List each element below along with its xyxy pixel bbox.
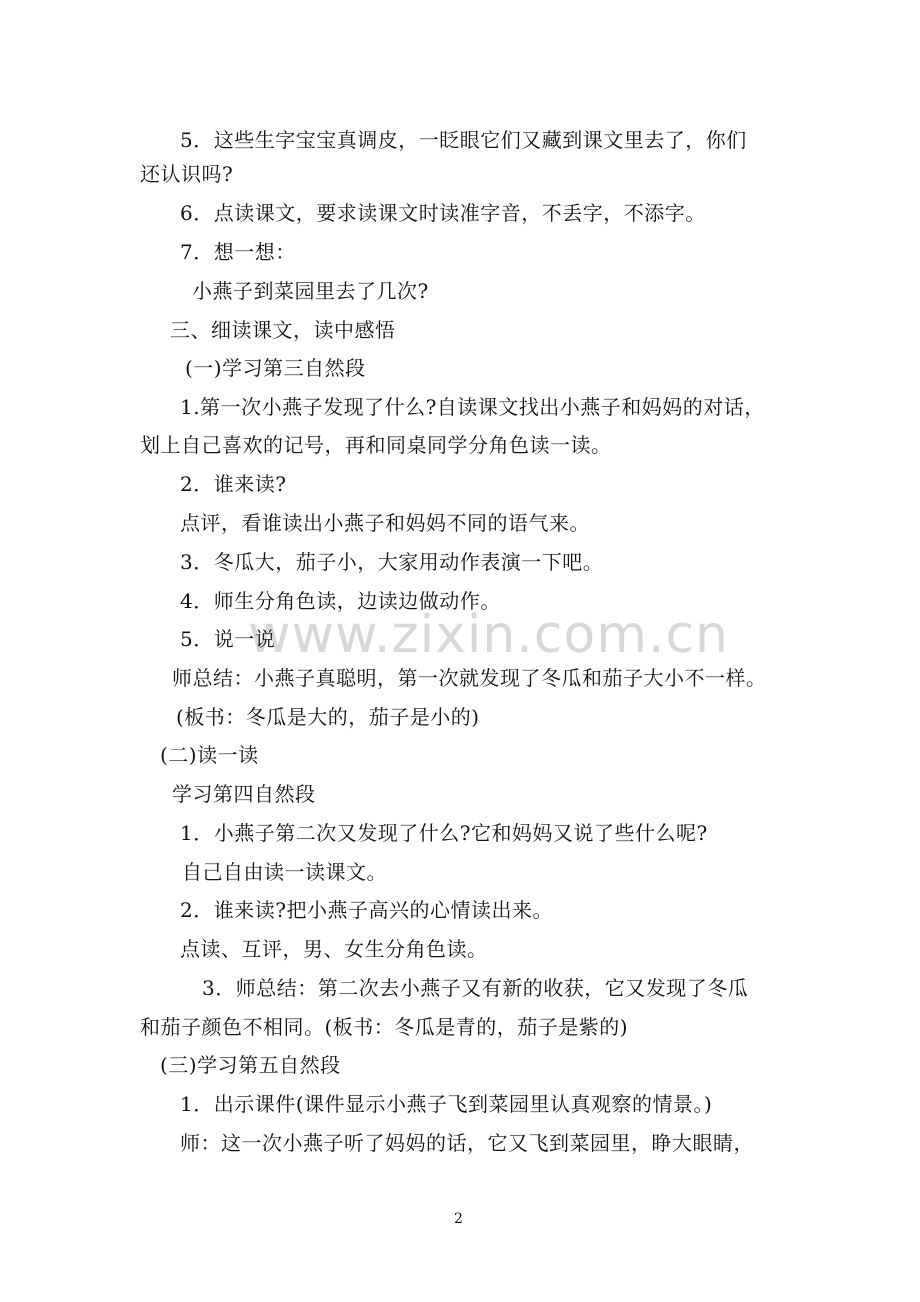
text-line: 1.第一次小燕子发现了什么?自读课文找出小燕子和妈妈的对话，	[180, 395, 765, 419]
text-line: 点评，看谁读出小燕子和妈妈不同的语气来。	[180, 511, 590, 535]
text-line: 小燕子到菜园里去了几次?	[192, 279, 429, 303]
text-line: 划上自己喜欢的记号，再和同桌同学分角色读一读。	[140, 433, 612, 457]
text-line: 2．谁来读?把小燕子高兴的心情读出来。	[180, 898, 553, 922]
text-line: 5．这些生字宝宝真调皮，一眨眼它们又藏到课文里去了，你们	[180, 128, 747, 152]
text-line: 1．小燕子第二次又发现了什么?它和妈妈又说了些什么呢?	[180, 821, 708, 845]
text-line: 学习第四自然段	[172, 782, 316, 806]
text-line: 和茄子颜色不相同。(板书：冬瓜是青的，茄子是紫的)	[140, 1015, 629, 1039]
text-line: 6．点读课文，要求读课文时读准字音，不丢字，不添字。	[180, 201, 706, 225]
subsection-heading: (三)学习第五自然段	[160, 1053, 341, 1077]
subsection-heading: (二)读一读	[160, 743, 259, 767]
text-line: 5．说一说	[180, 627, 276, 651]
text-line: 还认识吗?	[140, 162, 234, 186]
text-line: 2．谁来读?	[180, 472, 287, 496]
text-line: 7．想一想：	[180, 240, 296, 264]
page-number: 2	[454, 1211, 463, 1227]
text-line: 师：这一次小燕子听了妈妈的话，它又飞到菜园里，睁大眼睛，	[180, 1131, 754, 1155]
text-line: 1．出示课件(课件显示小燕子飞到菜园里认真观察的情景。)	[180, 1092, 713, 1116]
text-line: 3．师总结：第二次去小燕子又有新的收获，它又发现了冬瓜	[202, 976, 749, 1000]
text-line: (板书：冬瓜是大的，茄子是小的)	[176, 705, 480, 729]
subsection-heading: (一)学习第三自然段	[185, 356, 366, 380]
text-line: 师总结：小燕子真聪明，第一次就发现了冬瓜和茄子大小不一样。	[172, 666, 767, 690]
text-line: 自己自由读一读课文。	[182, 860, 387, 884]
text-line: 4．师生分角色读，边读边做动作。	[180, 589, 501, 613]
text-line: 点读、互评，男、女生分角色读。	[180, 937, 488, 961]
text-line: 3．冬瓜大，茄子小，大家用动作表演一下吧。	[180, 550, 604, 574]
watermark-text: www.zixin.com.cn	[248, 605, 729, 665]
section-heading: 三、细读课文，读中感悟	[170, 318, 396, 342]
